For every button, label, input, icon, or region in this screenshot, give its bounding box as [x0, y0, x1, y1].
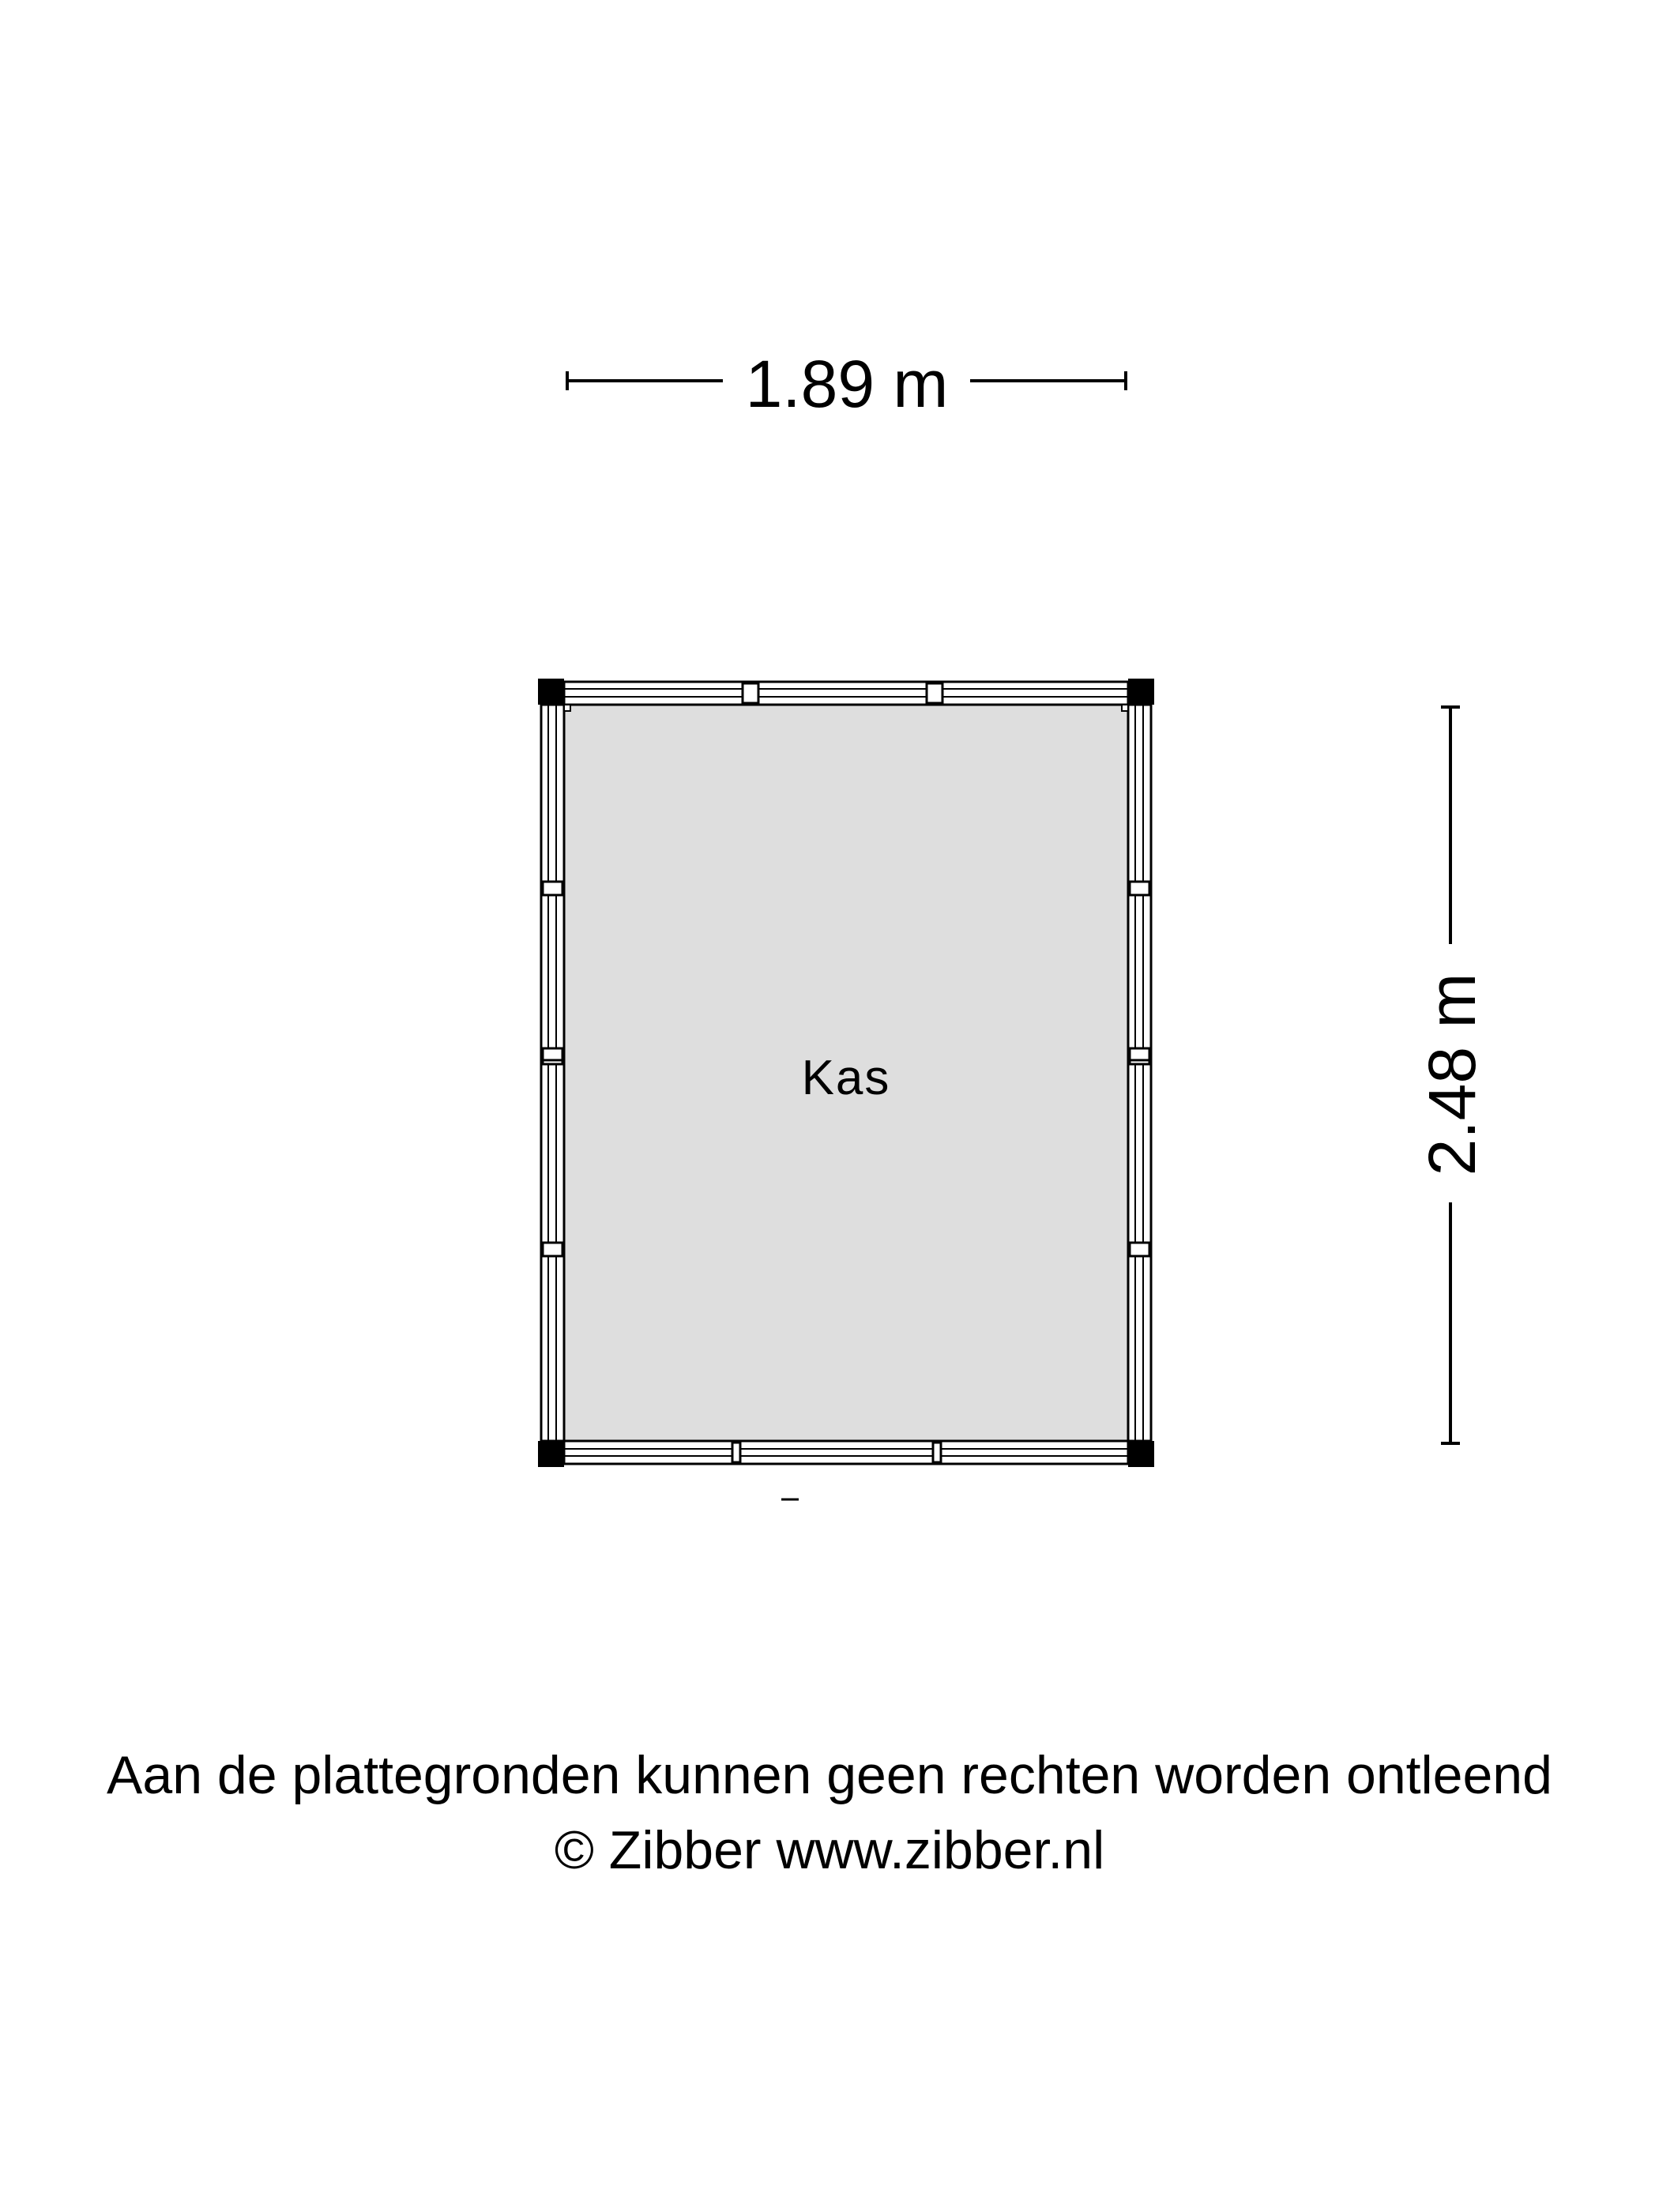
room-label: Kas — [801, 1051, 891, 1105]
corner-post — [1128, 1441, 1154, 1467]
copyright-text: © Zibber www.zibber.nl — [554, 1820, 1105, 1880]
width-dimension-label: 1.89 m — [745, 347, 949, 421]
height-dimension-label: 2.48 m — [1415, 972, 1489, 1176]
wall-top — [564, 682, 1128, 705]
corner-post — [538, 679, 564, 705]
wall-left — [541, 705, 564, 1441]
corner-post — [538, 1441, 564, 1467]
corner-post — [1128, 679, 1154, 705]
wall-bottom — [564, 1441, 1128, 1464]
wall-right — [1128, 705, 1151, 1441]
disclaimer-text: Aan de plattegronden kunnen geen rechten worden ontleend — [107, 1745, 1552, 1805]
